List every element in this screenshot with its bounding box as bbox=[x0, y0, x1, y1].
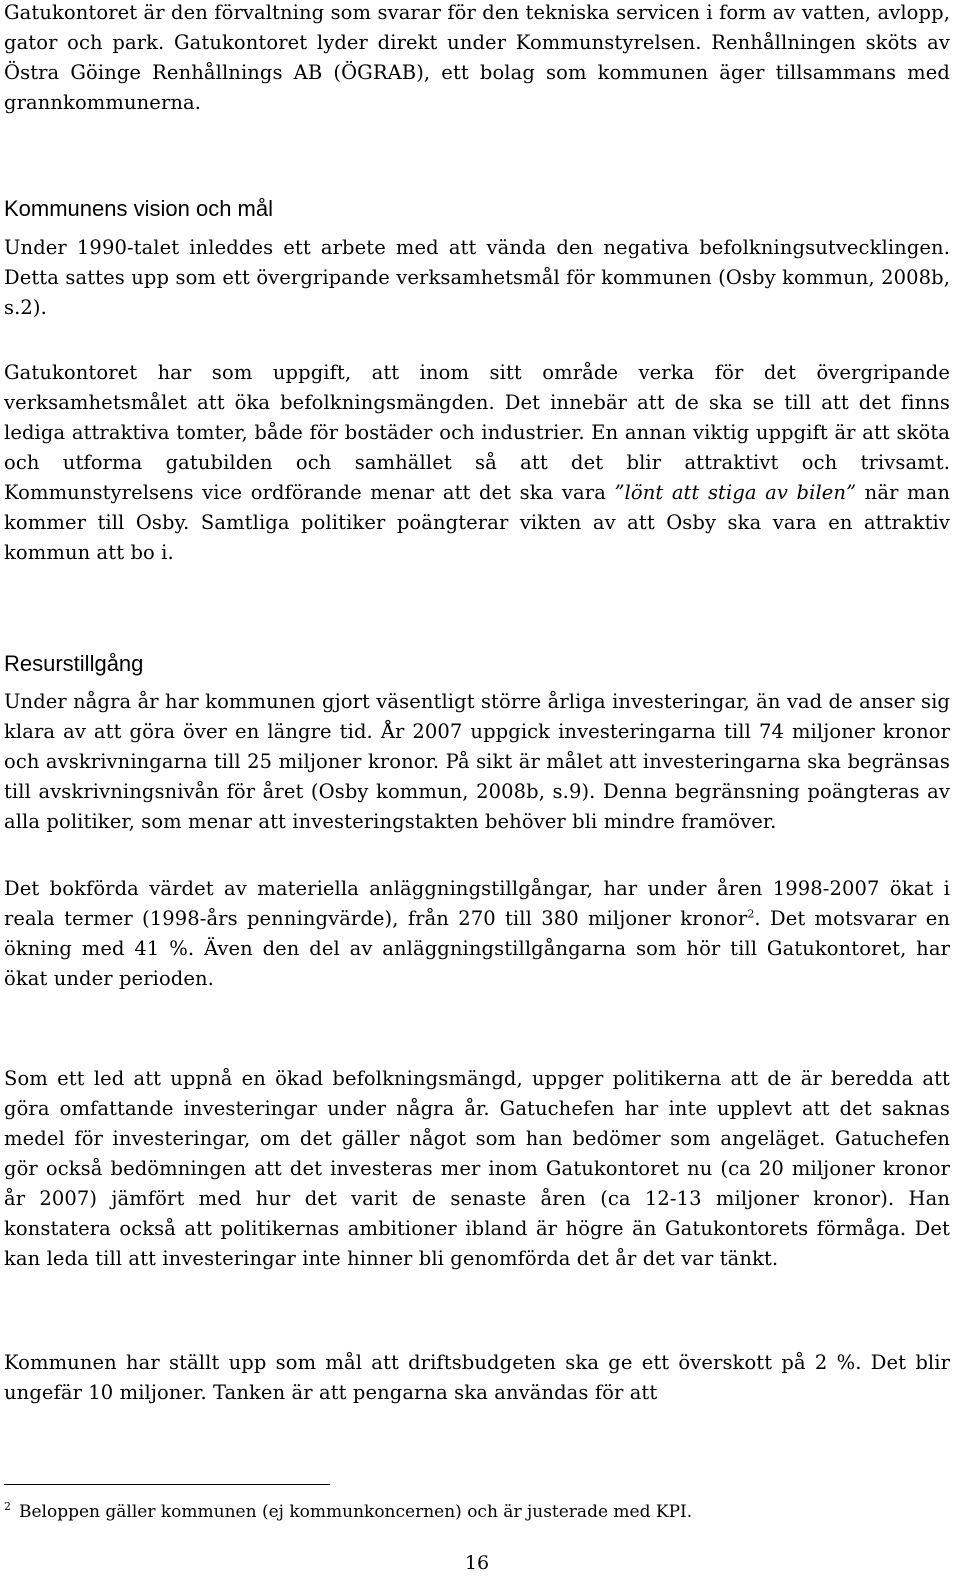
vision-quote: ”lönt att stiga av bilen” bbox=[614, 481, 857, 504]
resources-paragraph-1: Under några år har kommunen gjort väsentligt större årliga investeringar, än vad de anser sig klara av att göra över en längre tid. År 2007 uppgick investeringarna till 74 miljoner kronor och avskrivningarna till 25 miljoner kronor. På sikt är målet att investeringarna ska begränsas till avskrivningsnivån för året (Osby kommun, 2008b, s.9). Denna begränsning poängteras av alla politiker, som menar att investeringstakten behöver bli mindre framöver. bbox=[4, 690, 950, 833]
resources-paragraph-2-block bbox=[4, 874, 950, 994]
resources-paragraph-1-block bbox=[4, 687, 950, 837]
footnote-divider bbox=[4, 1484, 330, 1485]
page-number: 16 bbox=[464, 1552, 490, 1574]
vision-paragraph-2-end: när man kommer till Osby. Samtliga politiker poängterar vikten av att Osby ska vara en attraktiv kommun att bo i. bbox=[4, 481, 950, 564]
footnote-reference[interactable]: 2 bbox=[747, 907, 755, 921]
intro-paragraph: Gatukontoret är den förvaltning som svarar för den tekniska servicen i form av vatten, avlopp, gator och park. Gatukontoret lyder direkt under Kommunstyrelsen. Renhållningen sköts av Östra Göinge Renhållnings AB (ÖGRAB), ett bolag som kommunen äger tillsammans med grannkommunerna. bbox=[4, 1, 950, 114]
footnote-text: Beloppen gäller kommunen (ej kommunkoncernen) och är justerade med KPI. bbox=[19, 1502, 693, 1522]
resources-paragraph-4: Kommunen har ställt upp som mål att driftsbudgeten ska ge ett överskott på 2 %. Det blir ungefär 10 miljoner. Tanken är att pengarna ska användas för att bbox=[4, 1351, 950, 1404]
footnote-number: 2 bbox=[4, 1500, 11, 1514]
resources-paragraph-3-block bbox=[4, 1064, 950, 1274]
vision-paragraph-2-block bbox=[4, 358, 950, 568]
vision-paragraph-2 bbox=[4, 358, 950, 568]
vision-paragraph-2-start: Gatukontoret har som uppgift, att inom sitt område verka för det övergripande verksamhetsmålet att öka befolkningsmängden. Det innebär att de ska se till att det finns lediga attraktiva tomter, både för bostäder och industrier. En annan viktig uppgift är att sköta och utforma gatubilden och samhället så att det blir attraktivt och trivsamt. Kommunstyrelsens vice ordförande menar att det ska vara bbox=[4, 361, 950, 504]
resources-paragraph-4-block bbox=[4, 1348, 950, 1408]
vision-heading: Kommunens vision och mål bbox=[4, 196, 274, 221]
footnote bbox=[4, 1500, 950, 1524]
resources-paragraph-2-end: . Det motsvarar en ökning med 41 %. Även den del av anläggningstillgångarna som hör till Gatukontoret, har ökat under perioden. bbox=[4, 907, 950, 990]
resources-paragraph-3: Som ett led att uppnå en ökad befolkningsmängd, uppger politikerna att de är beredda att göra omfattande investeringar under några år. Gatuchefen har inte upplevt att det saknas medel för investeringar, om det gäller något som han bedömer som angeläget. Gatuchefen gör också bedömningen att det investeras mer inom Gatukontoret nu (ca 20 miljoner kronor år 2007) jämfört med hur det varit de senaste åren (ca 12-13 miljoner kronor). Han konstatera också att politikernas ambitioner ibland är högre än Gatukontorets förmåga. Det kan leda till att investeringar inte hinner bli genomförda det år det var tänkt. bbox=[4, 1067, 950, 1270]
resources-paragraph-2-start: Det bokförda värdet av materiella anläggningstillgångar, har under åren 1998-2007 ökat i reala termer (1998-års penningvärde), från 270 till 380 miljoner kronor bbox=[4, 877, 950, 930]
resources-paragraph-2 bbox=[4, 874, 950, 994]
vision-paragraph-1: Under 1990-talet inleddes ett arbete med att vända den negativa befolkningsutvecklingen. Detta sattes upp som ett övergripande verksamhetsmål för kommunen (Osby kommun, 2008b, s.2). bbox=[4, 236, 950, 319]
resources-heading: Resurstillgång bbox=[4, 651, 144, 676]
vision-paragraph-1-block bbox=[4, 233, 950, 323]
